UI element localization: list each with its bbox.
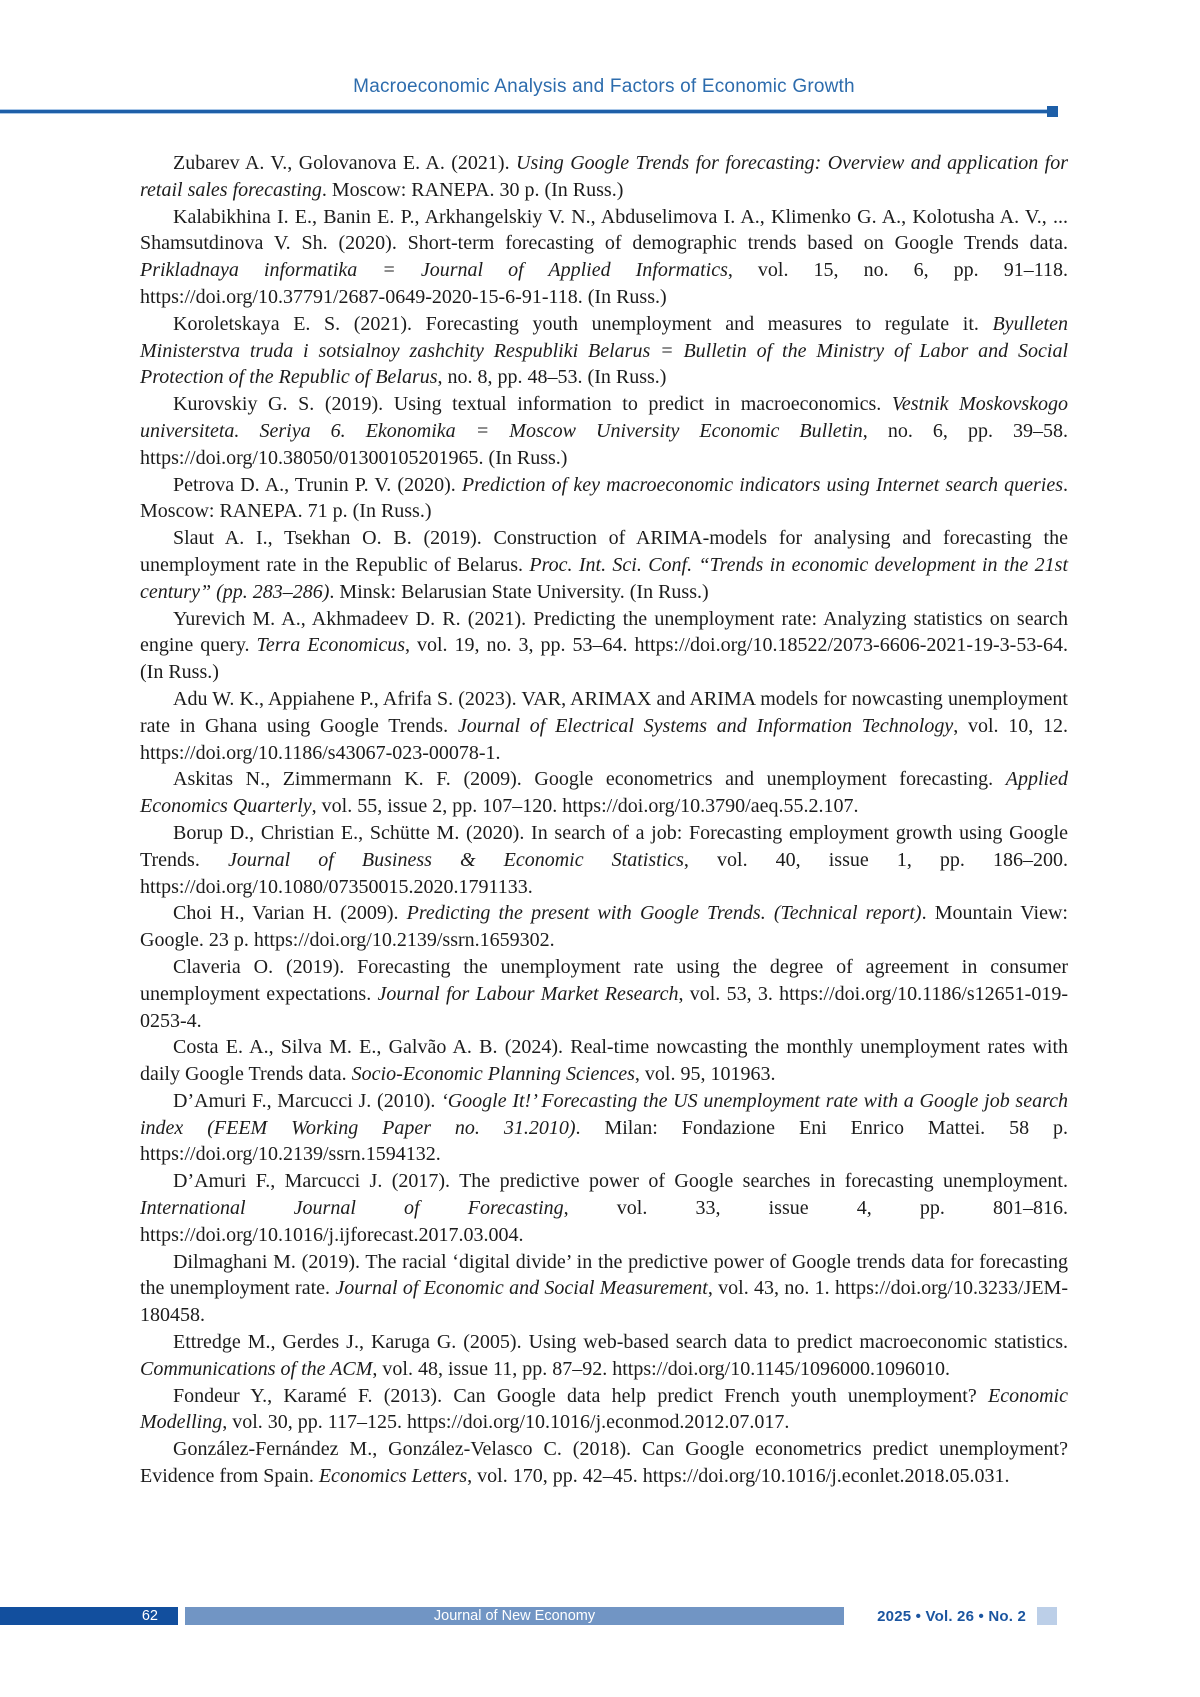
reference-source-title: Journal of Economic and Social Measurement bbox=[335, 1277, 708, 1300]
reference-item bbox=[140, 686, 1068, 766]
reference-source-title: Prikladnaya informatika = Journal of Applied Informatics bbox=[140, 259, 728, 282]
reference-text: Ettredge M., Gerdes J., Karuga G. (2005). Using web-based search data to predict macroeconomic statistics. bbox=[173, 1331, 1068, 1354]
reference-text: . Mountain View: Google. 23 p. https://doi.org/10.2139/ssrn.1659302. bbox=[140, 902, 1068, 952]
reference-item bbox=[140, 525, 1068, 605]
page-number-bar bbox=[0, 1607, 178, 1625]
reference-item bbox=[140, 472, 1068, 526]
reference-source-title: Byulleten Ministerstva truda i sotsialnoy zashchity Respubliki Belarus = Bulletin of the Ministry of Labor and Social Protection of the Republic of Belarus bbox=[140, 312, 1068, 389]
reference-source-title: Journal of Electrical Systems and Information Technology bbox=[457, 714, 954, 737]
reference-item bbox=[140, 391, 1068, 471]
page-footer bbox=[0, 1607, 1200, 1625]
reference-item bbox=[140, 1249, 1068, 1329]
page-number: 62 bbox=[141, 1608, 158, 1624]
reference-item bbox=[140, 1088, 1068, 1168]
reference-text: Adu W. K., Appiahene P., Afrifa S. (2023). VAR, ARIMAX and ARIMA models for nowcasting unemployment rate in Ghana using Google Trends. bbox=[140, 687, 1068, 737]
reference-text: . Moscow: RANEPA. 71 p. (In Russ.) bbox=[140, 473, 1068, 523]
reference-source-title: Using Google Trends for forecasting: Overview and application for retail sales forecasting bbox=[140, 152, 1069, 201]
running-head-title: Macroeconomic Analysis and Factors of Economic Growth bbox=[353, 76, 855, 97]
reference-item bbox=[140, 606, 1068, 686]
reference-text: , vol. 40, issue 1, pp. 186–200. https://doi.org/10.1080/07350015.2020.1791133. bbox=[140, 848, 1069, 898]
references-list bbox=[140, 150, 1068, 1490]
reference-source-title: Terra Economicus bbox=[256, 634, 406, 657]
reference-text: Kurovskiy G. S. (2019). Using textual information to predict in macroeconomics. bbox=[173, 393, 892, 416]
reference-text: Yurevich M. A., Akhmadeev D. R. (2021). Predicting the unemployment rate: Analyzing statistics on search engine query. bbox=[140, 607, 1068, 657]
reference-text: González-Fernández M., González-Velasco C. (2018). Can Google econometrics predict unemployment? Evidence from Spain. bbox=[140, 1438, 1068, 1488]
reference-source-title: Journal for Labour Market Research bbox=[377, 982, 679, 1005]
reference-text: , vol. 55, issue 2, pp. 107–120. https://doi.org/10.3790/aeq.55.2.107. bbox=[311, 795, 859, 818]
reference-item bbox=[140, 1329, 1068, 1383]
reference-source-title: Communications of the ACM bbox=[140, 1357, 373, 1380]
reference-text: , no. 6, pp. 39–58. https://doi.org/10.38050/01300105201965. (In Russ.) bbox=[140, 419, 1068, 469]
reference-text: , no. 8, pp. 48–53. (In Russ.) bbox=[437, 366, 667, 389]
issue-info: 2025 • Vol. 26 • No. 2 bbox=[877, 1607, 1026, 1625]
reference-text: , vol. 53, 3. https://doi.org/10.1186/s12651-019-0253-4. bbox=[140, 982, 1069, 1032]
reference-text: Koroletskaya E. S. (2021). Forecasting youth unemployment and measures to regulate it. bbox=[173, 312, 993, 335]
rule-end-square-icon bbox=[1047, 106, 1058, 117]
reference-text: , vol. 30, pp. 117–125. https://doi.org/10.1016/j.econmod.2012.07.017. bbox=[222, 1411, 790, 1434]
reference-source-title: Applied Economics Quarterly bbox=[140, 768, 1068, 818]
footer-end-square-icon bbox=[1037, 1607, 1057, 1625]
reference-source-title: International Journal of Forecasting bbox=[140, 1197, 564, 1220]
reference-text: . Minsk: Belarusian State University. (In Russ.) bbox=[329, 580, 709, 603]
reference-source-title: Prediction of key macroeconomic indicators using Internet search queries bbox=[461, 473, 1063, 496]
reference-text: , vol. 95, 101963. bbox=[634, 1063, 776, 1086]
reference-source-title: Economics Letters bbox=[318, 1465, 468, 1488]
reference-text: , vol. 170, pp. 42–45. https://doi.org/10.1016/j.econlet.2018.05.031. bbox=[467, 1465, 1010, 1488]
reference-item bbox=[140, 204, 1068, 311]
reference-text: Dilmaghani M. (2019). The racial ‘digital divide’ in the predictive power of Google trends data for forecasting the unemployment rate. bbox=[140, 1250, 1068, 1300]
reference-text: Costa E. A., Silva M. E., Galvão A. B. (2024). Real-time nowcasting the monthly unemployment rates with daily Google Trends data. bbox=[140, 1036, 1068, 1086]
reference-item bbox=[140, 1034, 1068, 1088]
reference-source-title: Economic Modelling bbox=[140, 1384, 1068, 1434]
reference-text: , vol. 43, no. 1. https://doi.org/10.3233/JEM-180458. bbox=[140, 1277, 1068, 1327]
reference-text: , vol. 33, issue 4, pp. 801–816. https://doi.org/10.1016/j.ijforecast.2017.03.004. bbox=[140, 1197, 1068, 1246]
reference-text: Slaut A. I., Tsekhan O. B. (2019). Construction of ARIMA-models for analysing and forecasting the unemployment rate in the Republic of Belarus. bbox=[140, 527, 1068, 576]
reference-text: Choi H., Varian H. (2009). bbox=[173, 902, 407, 925]
header-rule bbox=[0, 109, 1052, 114]
reference-source-title: Proc. Int. Sci. Conf. “Trends in economic development in the 21st century” (pp. 283–286) bbox=[140, 553, 1069, 603]
reference-item bbox=[140, 311, 1068, 391]
reference-item bbox=[140, 1436, 1068, 1490]
reference-text: . Milan: Fondazione Eni Enrico Mattei. 58 p. https://doi.org/10.2139/ssrn.1594132. bbox=[140, 1116, 1068, 1166]
reference-source-title: Socio-Economic Planning Sciences bbox=[351, 1063, 635, 1086]
reference-text: , vol. 10, 12. https://doi.org/10.1186/s43067-023-00078-1. bbox=[140, 714, 1068, 764]
reference-text: . Moscow: RANEPA. 30 p. (In Russ.) bbox=[321, 178, 624, 201]
reference-text: Fondeur Y., Karamé F. (2013). Can Google data help predict French youth unemployment? bbox=[173, 1384, 989, 1407]
reference-text: Zubarev A. V., Golovanova E. A. (2021). bbox=[173, 152, 516, 174]
reference-source-title: ‘Google It!’ Forecasting the US unemployment rate with a Google job search index (FEEM Working Paper no. 31.2010) bbox=[140, 1089, 1068, 1139]
reference-item bbox=[140, 766, 1068, 820]
reference-text: Borup D., Christian E., Schütte M. (2020). In search of a job: Forecasting employment growth using Google Trends. bbox=[140, 821, 1068, 871]
reference-text: D’Amuri F., Marcucci J. (2010). bbox=[173, 1089, 442, 1112]
reference-text: D’Amuri F., Marcucci J. (2017). The predictive power of Google searches in forecasting unemployment. bbox=[173, 1170, 1068, 1193]
reference-source-title: Predicting the present with Google Trends. (Technical report) bbox=[406, 902, 922, 925]
reference-text: , vol. 19, no. 3, pp. 53–64. https://doi.org/10.18522/2073-6606-2021-19-3-53-64. (In Russ.) bbox=[140, 634, 1068, 684]
reference-source-title: Journal of Business & Economic Statistics bbox=[227, 848, 684, 871]
reference-text: , vol. 15, no. 6, pp. 91–118. https://doi.org/10.37791/2687-0649-2020-15-6-91-118. (In Russ.) bbox=[140, 259, 1068, 308]
journal-name-bar bbox=[185, 1607, 844, 1625]
journal-name: Journal of New Economy bbox=[433, 1608, 596, 1624]
reference-text: Kalabikhina I. E., Banin E. P., Arkhangelskiy V. N., Abduselimova I. A., Klimenko G. A., Kolotusha A. V., ... Shamsutdinova V. Sh. (2020). Short-term forecasting of demographic trends based on Google Trends data. bbox=[140, 205, 1068, 255]
reference-item bbox=[140, 150, 1068, 204]
reference-source-title: Vestnik Moskovskogo universiteta. Seriya 6. Ekonomika = Moscow University Economic Bulletin bbox=[140, 393, 1068, 442]
reference-item bbox=[140, 900, 1068, 954]
reference-text: Claveria O. (2019). Forecasting the unemployment rate using the degree of agreement in consumer unemployment expectations. bbox=[140, 955, 1068, 1005]
reference-item bbox=[140, 1383, 1068, 1437]
reference-item bbox=[140, 820, 1068, 900]
reference-text: Askitas N., Zimmermann K. F. (2009). Google econometrics and unemployment forecasting. bbox=[173, 768, 1006, 791]
reference-text: Petrova D. A., Trunin P. V. (2020). bbox=[173, 473, 462, 496]
reference-text: , vol. 48, issue 11, pp. 87–92. https://doi.org/10.1145/1096000.1096010. bbox=[372, 1357, 951, 1380]
reference-item bbox=[140, 954, 1068, 1034]
reference-item bbox=[140, 1168, 1068, 1248]
